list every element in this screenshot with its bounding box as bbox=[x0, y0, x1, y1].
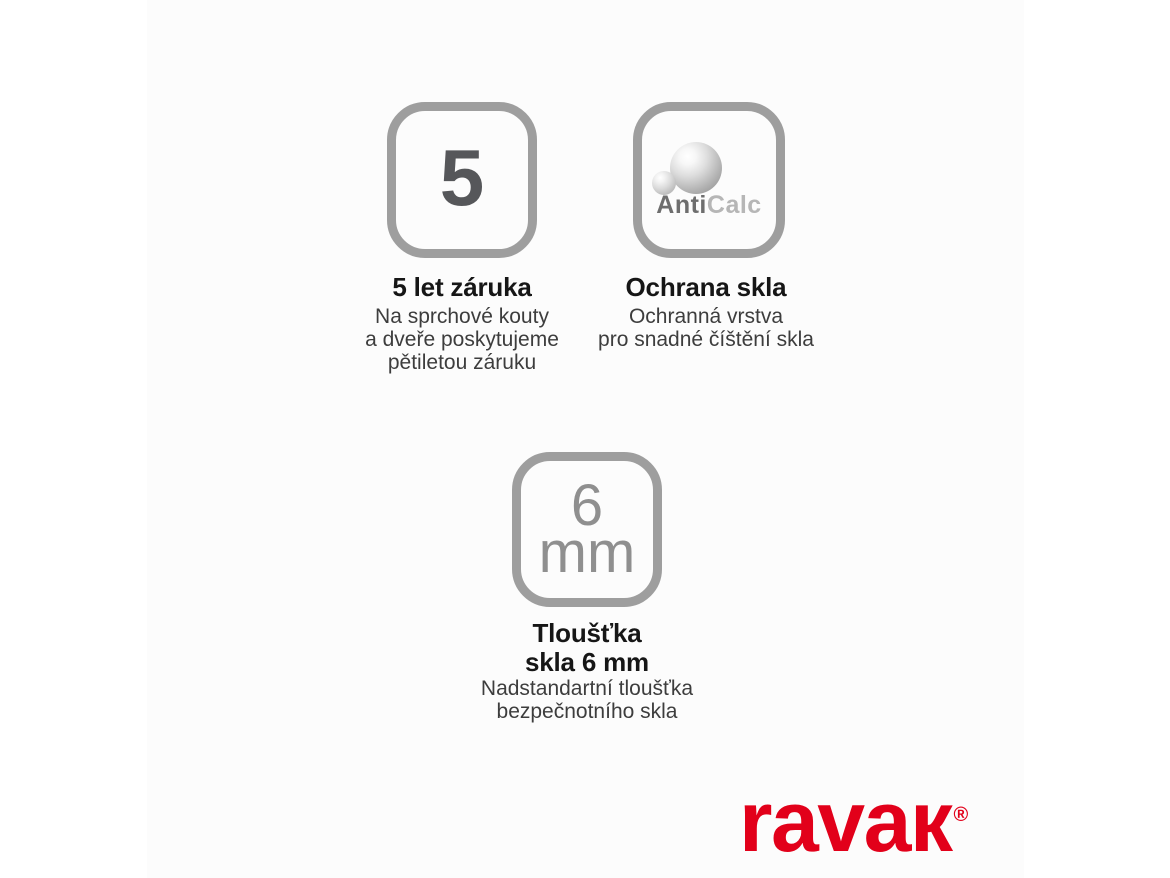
thickness-unit: mm bbox=[538, 520, 636, 585]
description-line: bezpečnotního skla bbox=[496, 700, 678, 723]
feature-thickness-text bbox=[427, 619, 747, 723]
feature-thickness-title-line1: Tloušťka bbox=[532, 618, 642, 648]
anticalc-label bbox=[642, 193, 776, 218]
warranty-years-number: 5 bbox=[439, 133, 485, 222]
description-line: a dveře poskytujeme bbox=[365, 328, 559, 351]
description-line: Nadstandartní tloušťka bbox=[480, 677, 694, 700]
anticalc-label-light: Calc bbox=[706, 191, 762, 219]
feature-thickness-title-line2: skla 6 mm bbox=[525, 647, 649, 677]
description-line: pětiletou záruku bbox=[387, 351, 537, 374]
content-panel bbox=[147, 0, 1024, 878]
description-line: pro snadné číštění skla bbox=[598, 328, 814, 351]
ravak-wordmark: ravaк bbox=[739, 774, 952, 870]
feature-anticalc-title: Ochrana skla bbox=[625, 272, 787, 302]
anticalc-label-dark: Anti bbox=[656, 191, 707, 219]
description-line: Ochranná vrstva bbox=[628, 305, 784, 328]
thickness-value: 6 bbox=[570, 473, 604, 538]
feature-warranty-title: 5 let záruka bbox=[392, 272, 532, 302]
anticalc-badge-icon bbox=[633, 102, 785, 258]
feature-anticalc-text bbox=[546, 272, 866, 351]
warranty-badge-icon bbox=[387, 102, 537, 258]
glass-thickness-badge-icon bbox=[512, 452, 662, 607]
ravak-logo bbox=[739, 774, 969, 870]
registered-trademark-symbol: ® bbox=[953, 804, 969, 826]
description-line: Na sprchové kouty bbox=[375, 305, 549, 328]
large-bubble-icon bbox=[670, 142, 722, 194]
